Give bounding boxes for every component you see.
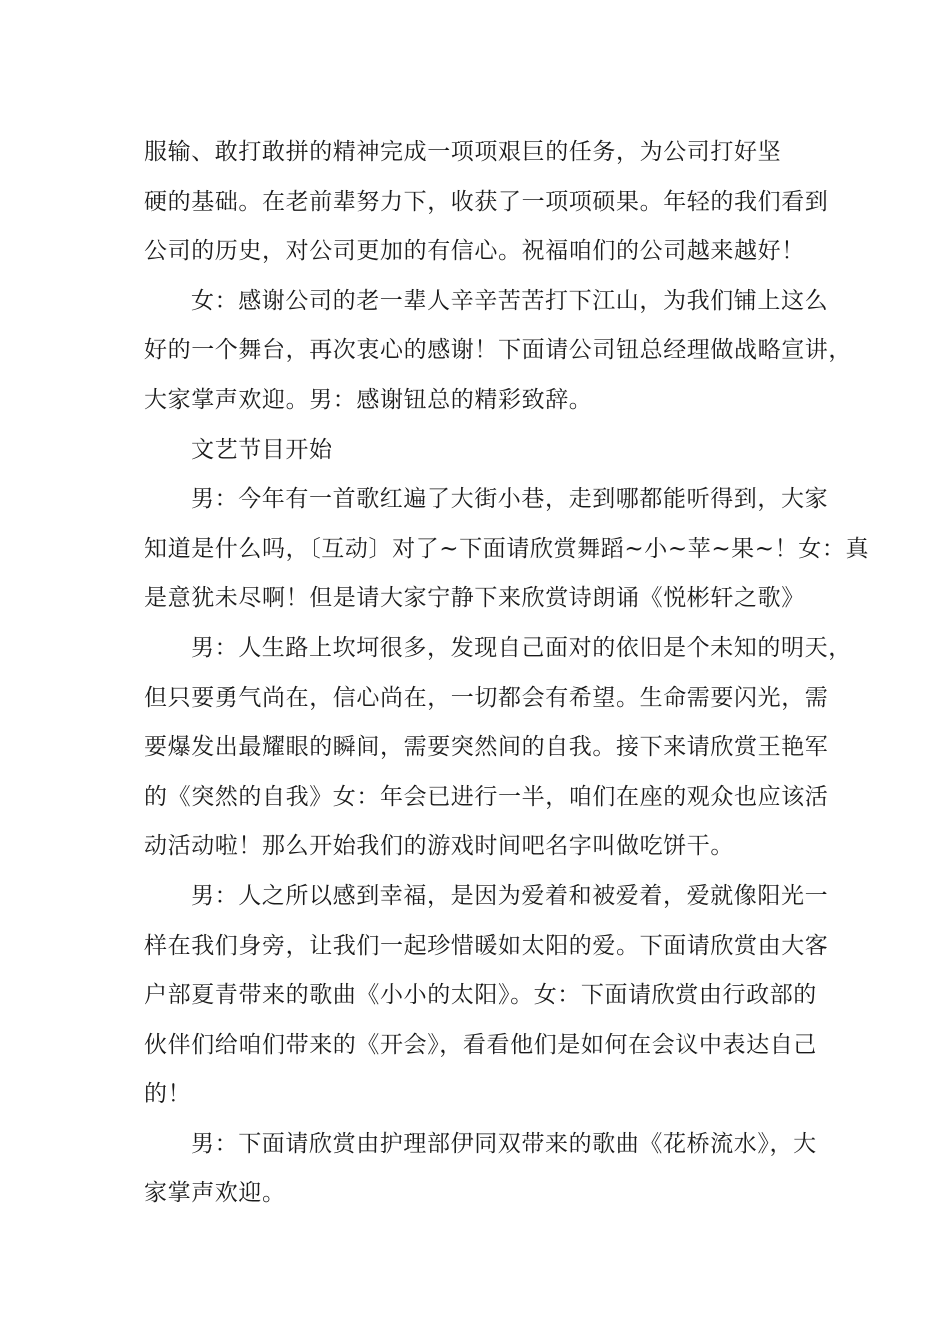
text-line: 的！: [144, 1081, 192, 1108]
text-line: 硬的基础。在老前辈努力下，收获了一项项硕果。年轻的我们看到: [144, 188, 829, 215]
paragraph-start-line: 男：今年有一首歌红遍了大街小巷，走到哪都能听得到，大家: [191, 486, 829, 513]
text-line: 大家掌声欢迎。男：感谢钮总的精彩致辞。: [144, 386, 593, 413]
text-line: 样在我们身旁，让我们一起珍惜暖如太阳的爱。下面请欣赏由大客: [144, 932, 829, 959]
text-line: 伙伴们给咱们带来的《开会》，看看他们是如何在会议中表达自己: [144, 1031, 817, 1058]
text-line: 知道是什么吗，〔互动〕对了~下面请欣赏舞蹈~小~苹~果~！女：真: [144, 535, 870, 562]
text-line: 是意犹未尽啊！但是请大家宁静下来欣赏诗朗诵《悦彬轩之歌》: [144, 585, 805, 612]
text-line: 动活动啦！那么开始我们的游戏时间吧名字叫做吃饼干。: [144, 833, 734, 860]
paragraph-start-line: 男：人生路上坎坷很多，发现自己面对的依旧是个未知的明天，: [191, 634, 852, 661]
section-heading-line: 文艺节目开始: [191, 436, 333, 463]
text-line: 要爆发出最耀眼的瞬间，需要突然间的自我。接下来请欣赏王艳军: [144, 734, 829, 761]
document-body: [144, 128, 870, 1219]
text-line: 的《突然的自我》女：年会已进行一半，咱们在座的观众也应该活: [144, 783, 829, 810]
text-line: 家掌声欢迎。: [144, 1180, 286, 1207]
paragraph-start-line: 男：下面请欣赏由护理部伊同双带来的歌曲《花桥流水》，大: [191, 1130, 817, 1157]
text-line: 服输、敢打敢拼的精神完成一项项艰巨的任务，为公司打好坚: [144, 139, 782, 165]
text-line: 好的一个舞台，再次衷心的感谢！下面请公司钮总经理做战略宣讲，: [144, 337, 852, 364]
text-line: 公司的历史，对公司更加的有信心。祝福咱们的公司越来越好！: [144, 238, 805, 265]
text-line: 户部夏青带来的歌曲《小小的太阳》。女：下面请欣赏由行政部的: [144, 982, 817, 1009]
text-line: 但只要勇气尚在，信心尚在，一切都会有希望。生命需要闪光，需: [144, 684, 829, 711]
paragraph-start-line: 女：感谢公司的老一辈人辛辛苦苦打下江山，为我们铺上这么: [191, 287, 829, 314]
paragraph-start-line: 男：人之所以感到幸福，是因为爱着和被爱着，爱就像阳光一: [191, 882, 829, 909]
